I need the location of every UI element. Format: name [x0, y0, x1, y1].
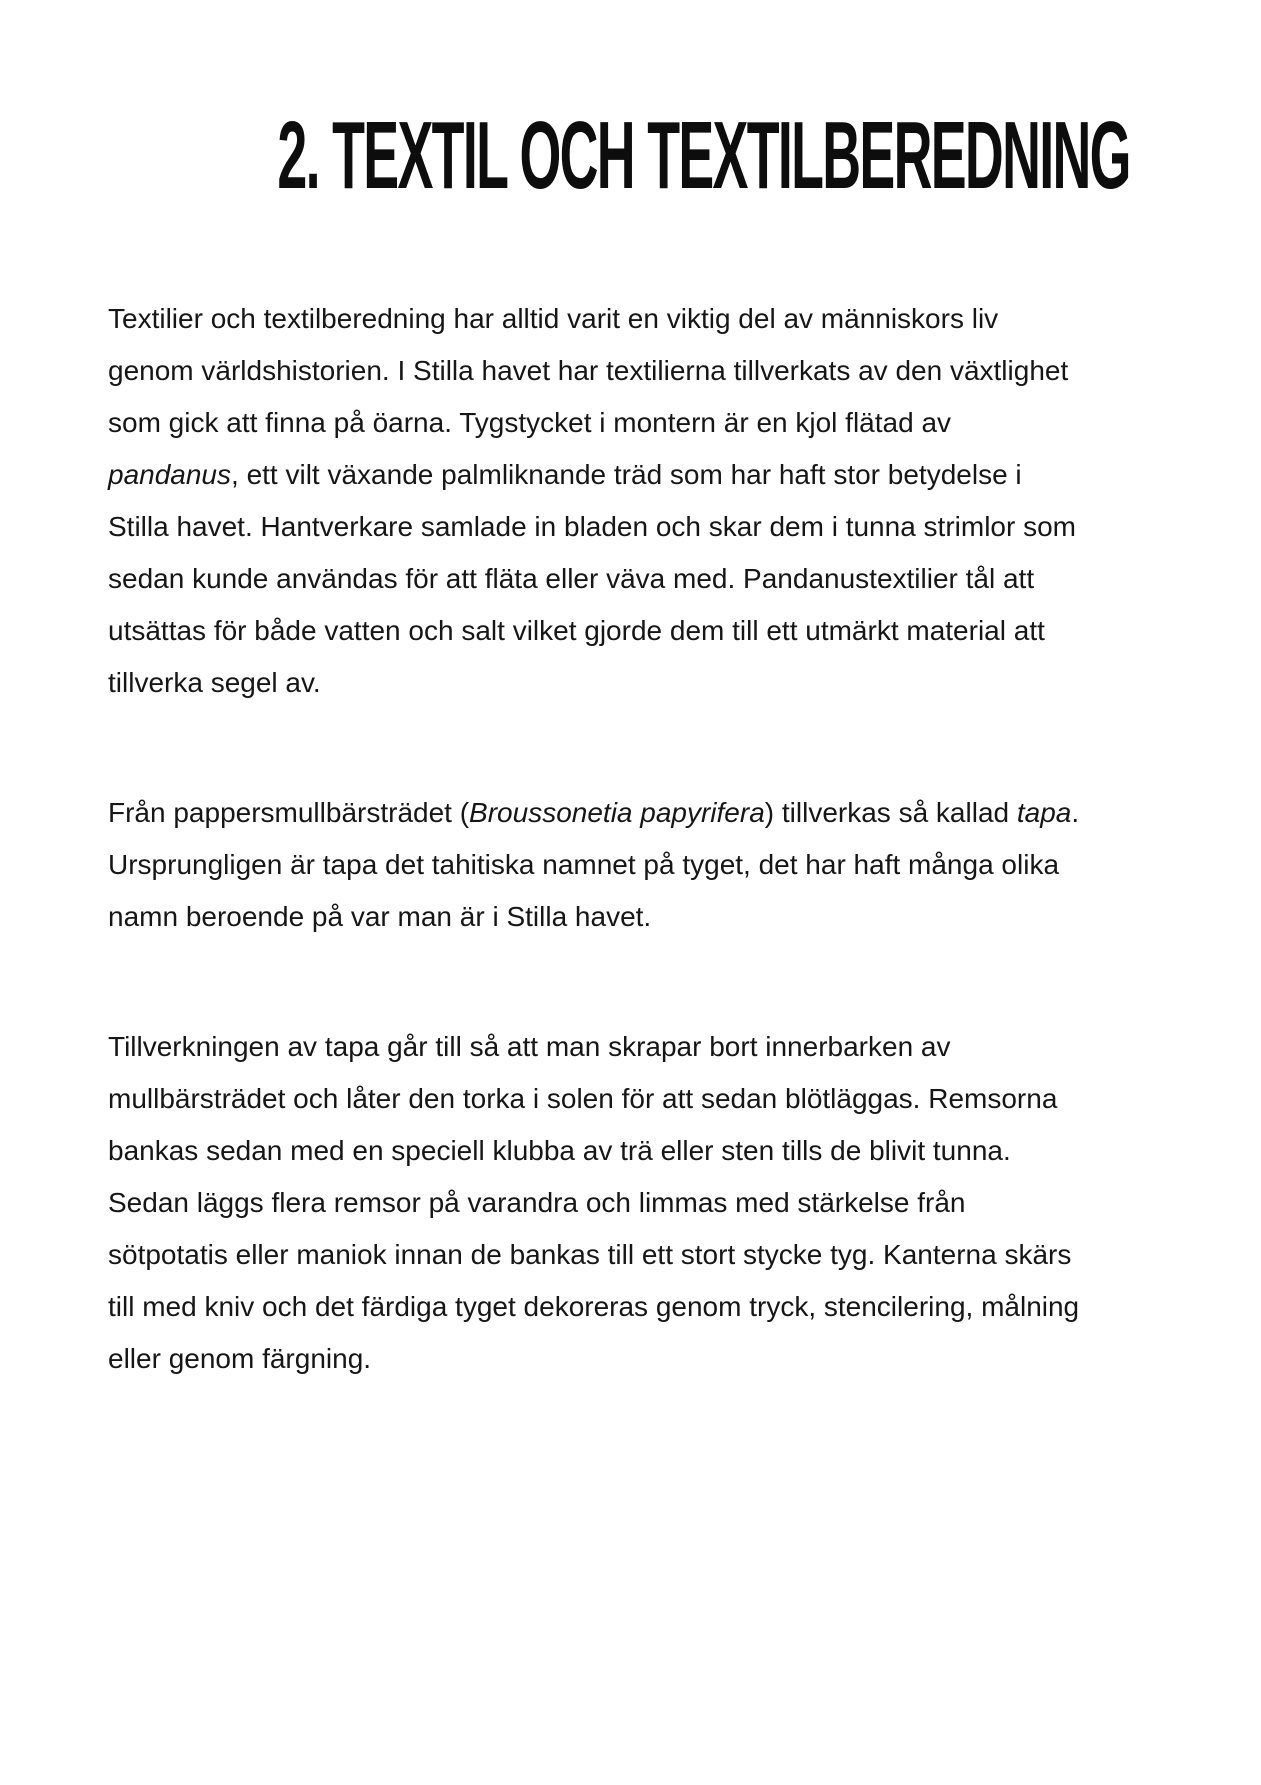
- text-line: [108, 787, 1168, 839]
- text-line: [108, 1333, 1168, 1385]
- text-line: [108, 501, 1168, 553]
- text-run: genom världshistorien. I Stilla havet har textilierna tillverkats av den växtlighet: [108, 355, 1069, 386]
- paragraph-tapa-production: [108, 1021, 1168, 1385]
- text-line: [108, 1229, 1168, 1281]
- text-run: ) tillverkas så kallad: [764, 797, 1017, 828]
- text-run: tillverka segel av.: [108, 667, 321, 698]
- italic-term: tapa: [1016, 797, 1072, 828]
- text-run: som gick att finna på öarna. Tygstycket i montern är en kjol flätad av: [108, 407, 952, 438]
- text-line: [108, 839, 1168, 891]
- text-line: [108, 1073, 1168, 1125]
- text-line: [108, 605, 1168, 657]
- text-line: [108, 1125, 1168, 1177]
- text-line: [108, 1281, 1168, 1333]
- text-line: [108, 657, 1168, 709]
- text-run: mullbärsträdet och låter den torka i solen för att sedan blötläggas. Remsorna: [108, 1083, 1058, 1114]
- page-title: 2. TEXTIL OCH TEXTILBEREDNING: [277, 102, 1130, 209]
- text-run: Sedan läggs flera remsor på varandra och limmas med stärkelse från: [108, 1187, 966, 1218]
- paragraph-tapa-intro: [108, 787, 1168, 943]
- text-line: [108, 891, 1168, 943]
- text-run: Stilla havet. Hantverkare samlade in bladen och skar dem i tunna strimlor som: [108, 511, 1076, 542]
- text-run: Ursprungligen är tapa det tahitiska namnet på tyget, det har haft många olika: [108, 849, 1060, 880]
- text-line: [108, 345, 1168, 397]
- italic-term: Broussonetia papyrifera: [469, 797, 765, 828]
- paragraph-pandanus: [108, 293, 1168, 709]
- text-line: [108, 449, 1168, 501]
- text-run: sedan kunde användas för att fläta eller väva med. Pandanustextilier tål att: [108, 563, 1035, 594]
- text-run: Textilier och textilberedning har alltid varit en viktig del av människors liv: [108, 303, 999, 334]
- text-run: , ett vilt växande palmliknande träd som har haft stor betydelse i: [231, 459, 1022, 490]
- text-run: Tillverkningen av tapa går till så att man skrapar bort innerbarken av: [108, 1031, 951, 1062]
- text-run: utsättas för både vatten och salt vilket gjorde dem till ett utmärkt material att: [108, 615, 1045, 646]
- text-run: namn beroende på var man är i Stilla havet.: [108, 901, 652, 932]
- text-line: [108, 1021, 1168, 1073]
- text-run: till med kniv och det färdiga tyget dekoreras genom tryck, stencilering, målning: [108, 1291, 1080, 1322]
- text-line: [108, 1177, 1168, 1229]
- text-line: [108, 397, 1168, 449]
- text-run: Från pappersmullbärsträdet (: [108, 797, 470, 828]
- italic-term: pandanus: [108, 459, 232, 490]
- text-run: sötpotatis eller maniok innan de bankas till ett stort stycke tyg. Kanterna skärs: [108, 1239, 1072, 1270]
- text-run: eller genom färgning.: [108, 1343, 372, 1374]
- text-run: .: [1071, 797, 1080, 828]
- text-run: bankas sedan med en speciell klubba av trä eller sten tills de blivit tunna.: [108, 1135, 1011, 1166]
- text-line: [108, 293, 1168, 345]
- text-line: [108, 553, 1168, 605]
